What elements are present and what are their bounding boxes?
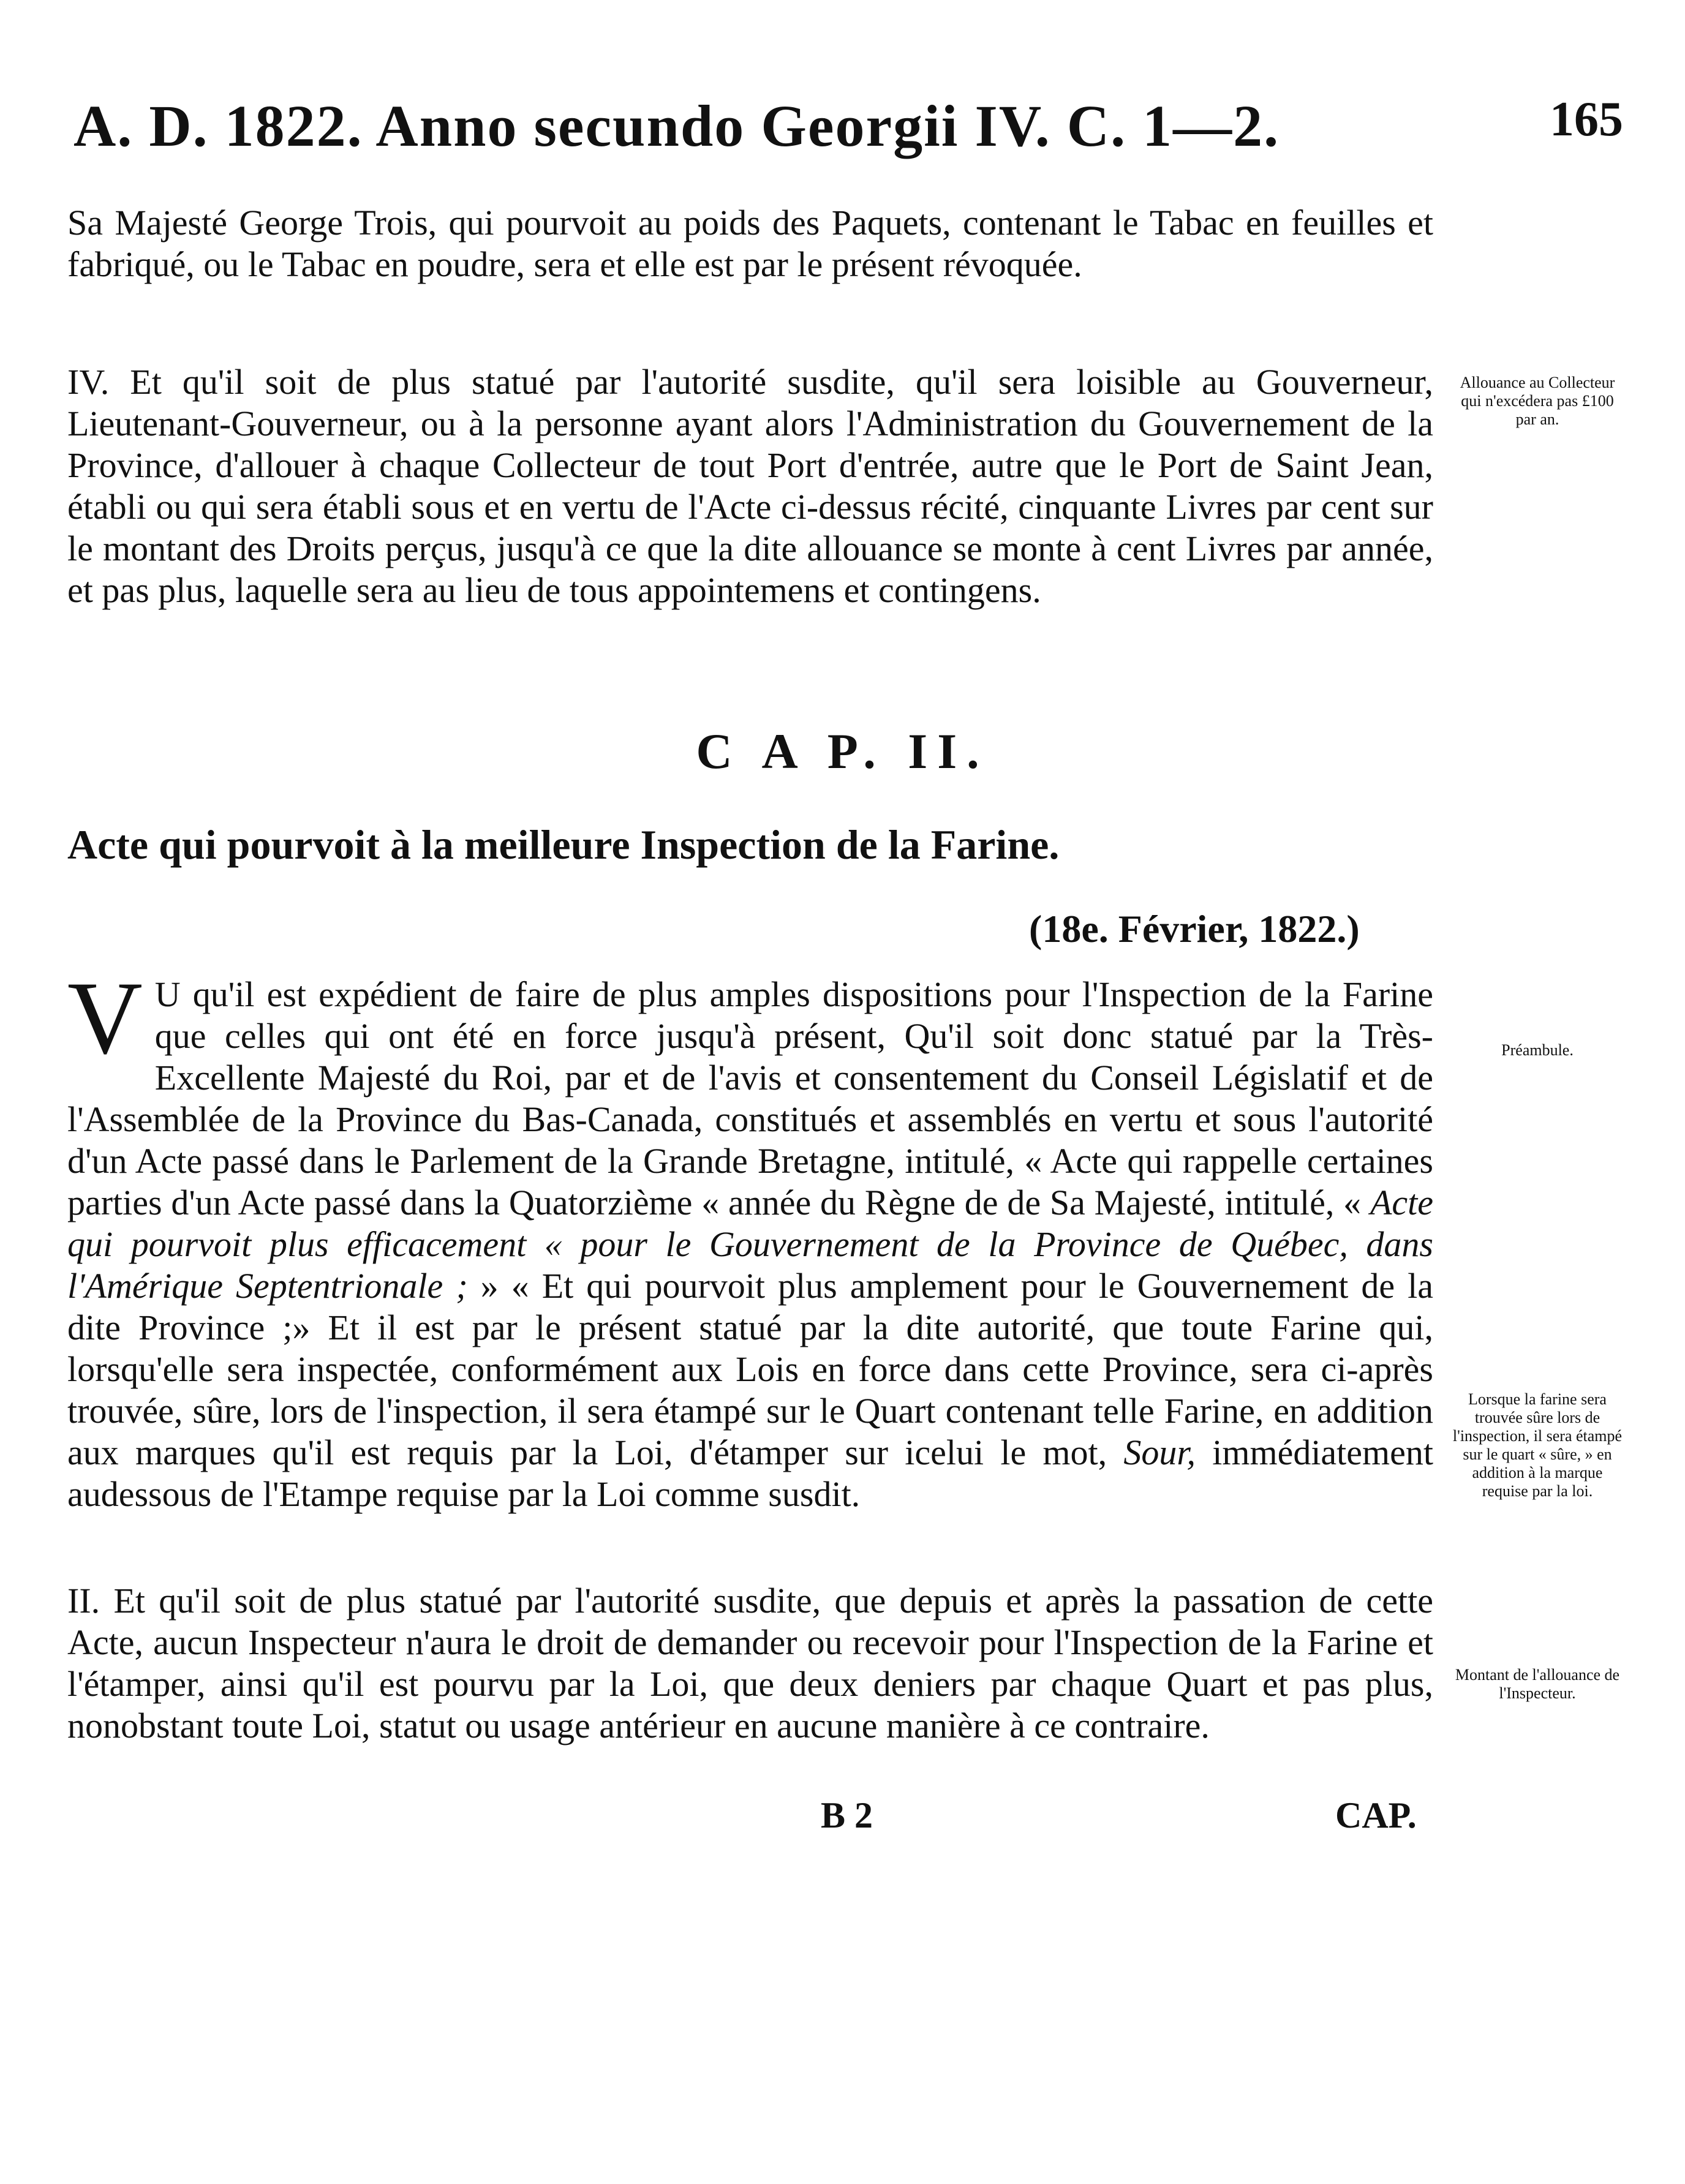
margin-note-sour: Lorsque la farine sera trouvée sûre lors de l'inspection, il sera étampé sur le quart « sûre, » en addition à la marque requise par la loi.: [1452, 1390, 1623, 1500]
drop-cap: V: [67, 960, 143, 1075]
act-date: (18e. Février, 1822.): [1029, 907, 1360, 951]
chapter-heading: C A P. II.: [696, 723, 989, 779]
preamble-text-3: immédiatement audessous de l'Etampe requise par la Loi comme susdit.: [67, 1433, 1434, 1514]
signature-mark: B 2: [821, 1795, 873, 1836]
section-iv: IV. Et qu'il soit de plus statué par l'autorité susdite, qu'il sera loisible au Gouverneur, Lieutenant-Gouverneur, ou à la personne ayant alors l'Administration du Gouvernement de la Province, d'allouer à chaque Collecteur de tout Port d'entrée, autre que le Port de Saint Jean, établi ou qui sera établi sous et en vertu de l'Acte ci-dessus récité, cinquante Livres par cent sur le montant des Droits perçus, jusqu'à ce que la dite allouance se monte à cent Livres par année, et pas plus, laquelle sera au lieu de tous appointemens et contingens.: [67, 362, 1433, 610]
page-number: 165: [1550, 92, 1623, 146]
margin-note-preamble: Préambule.: [1501, 1041, 1574, 1059]
preamble: [67, 960, 1434, 1515]
sour-word: Sour,: [1123, 1433, 1196, 1472]
margin-note-allouance: Allouance au Collecteur qui n'excédera pas £100 par an.: [1460, 374, 1615, 428]
preamble-italic-title: Acte qui pourvoit plus efficacement « pour le Gouvernement de la Province de Québec, dans l'Amérique Septentrionale ;: [67, 1183, 1433, 1306]
catchword: CAP.: [1335, 1795, 1417, 1836]
margin-note-inspecteur: Montant de l'allouance de l'Inspecteur.: [1455, 1666, 1620, 1702]
preamble-text-1: U qu'il est expédient de faire de plus amples dispositions pour l'Inspection de la Farine que celles qui ont été en force jusqu'à présent, Qu'il soit donc statué par la Très-Excellente Majesté du Roi, par et de l'avis et consentement du Conseil Législatif et de l'Assemblée de la Province du Bas-Canada, constitués et assemblés en vertu et sous l'autorité d'un Acte passé dans le Parlement de la Grande Bretagne, intitulé, « Acte qui rappelle certaines parties d'un Acte passé dans la Quatorzième « année du Règne de de Sa Majesté, intitulé, «: [67, 974, 1433, 1222]
section-ii: II. Et qu'il soit de plus statué par l'autorité susdite, que depuis et après la passation de cette Acte, aucun Inspecteur n'aura le droit de demander ou recevoir pour l'Inspection de la Farine et l'étamper, ainsi qu'il est pourvu par la Loi, que deux deniers par chaque Quart et pas plus, nonobstant toute Loi, statut ou usage antérieur en aucune manière à ce contraire.: [67, 1581, 1433, 1745]
running-title: A. D. 1822. Anno secundo Georgii IV. C. 1—2.: [74, 93, 1280, 159]
section-iii-continuation: Sa Majesté George Trois, qui pourvoit au poids des Paquets, contenant le Tabac en feuilles et fabriqué, ou le Tabac en poudre, sera et elle est par le présent révoquée.: [67, 203, 1433, 284]
preamble-text-2: » « Et qui pourvoit plus amplement pour le Gouvernement de la dite Province ;» Et il est par le présent statué par la dite autorité, que toute Farine qui, lorsqu'elle sera inspectée, conformément aux Lois en force dans cette Province, sera ci-après trouvée, sûre, lors de l'inspection, il sera étampé sur le Quart contenant telle Farine, en addition aux marques qu'il est requis par la Loi, d'étamper sur icelui le mot,: [67, 1266, 1433, 1472]
act-title: Acte qui pourvoit à la meilleure Inspection de la Farine.: [67, 821, 1060, 868]
page-header: [74, 92, 1623, 165]
